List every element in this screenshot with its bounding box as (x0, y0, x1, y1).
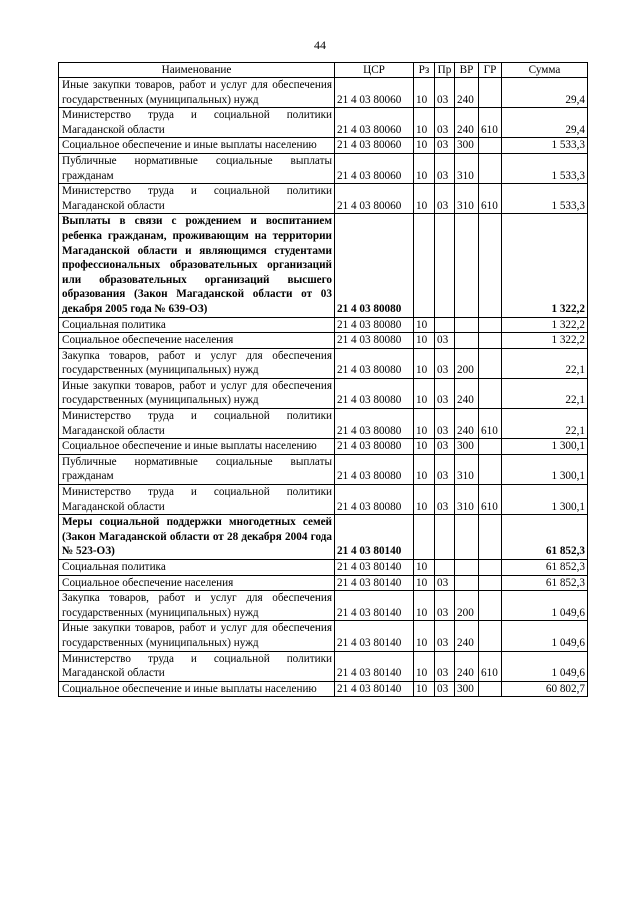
cell-csr: 21 4 03 80080 (335, 214, 414, 317)
table-row (59, 485, 588, 515)
table-row (59, 78, 588, 108)
cell-sum: 60 802,7 (502, 681, 588, 697)
cell-rz: 10 (414, 348, 435, 378)
table-row (59, 333, 588, 349)
cell-vr: 310 (455, 454, 479, 484)
cell-gr (479, 681, 502, 697)
cell-vr: 240 (455, 651, 479, 681)
cell-vr: 240 (455, 621, 479, 651)
cell-sum: 22,1 (502, 348, 588, 378)
cell-vr: 240 (455, 78, 479, 108)
cell-rz: 10 (414, 681, 435, 697)
cell-pr: 03 (435, 333, 455, 349)
cell-sum: 1 322,2 (502, 333, 588, 349)
cell-csr: 21 4 03 80060 (335, 184, 414, 214)
cell-rz (414, 214, 435, 317)
cell-name: Закупка товаров, работ и услуг для обеспечения государственных (муниципальных) нужд (59, 591, 335, 621)
table-header-row (59, 63, 588, 78)
cell-rz: 10 (414, 485, 435, 515)
header-csr: ЦСР (335, 63, 414, 78)
cell-vr: 310 (455, 485, 479, 515)
cell-sum: 1 049,6 (502, 621, 588, 651)
cell-csr: 21 4 03 80060 (335, 138, 414, 154)
cell-rz: 10 (414, 184, 435, 214)
cell-name: Министерство труда и социальной политики Магаданской области (59, 485, 335, 515)
table-row (59, 651, 588, 681)
cell-csr: 21 4 03 80080 (335, 485, 414, 515)
header-rz: Рз (414, 63, 435, 78)
cell-pr: 03 (435, 409, 455, 439)
table-row (59, 184, 588, 214)
cell-sum: 22,1 (502, 409, 588, 439)
cell-gr: 610 (479, 485, 502, 515)
cell-sum: 29,4 (502, 108, 588, 138)
cell-pr: 03 (435, 575, 455, 591)
cell-csr: 21 4 03 80140 (335, 591, 414, 621)
cell-rz: 10 (414, 138, 435, 154)
cell-vr (455, 317, 479, 333)
cell-name: Социальное обеспечение и иные выплаты населению (59, 681, 335, 697)
cell-rz: 10 (414, 317, 435, 333)
cell-rz: 10 (414, 409, 435, 439)
cell-pr: 03 (435, 485, 455, 515)
cell-csr: 21 4 03 80080 (335, 348, 414, 378)
header-vr: ВР (455, 63, 479, 78)
cell-name: Публичные нормативные социальные выплаты гражданам (59, 454, 335, 484)
header-gr: ГР (479, 63, 502, 78)
cell-rz: 10 (414, 108, 435, 138)
cell-vr: 300 (455, 681, 479, 697)
cell-name: Социальное обеспечение и иные выплаты населению (59, 138, 335, 154)
cell-pr: 03 (435, 108, 455, 138)
table-row (59, 317, 588, 333)
cell-csr: 21 4 03 80080 (335, 378, 414, 408)
cell-pr: 03 (435, 348, 455, 378)
cell-gr (479, 153, 502, 183)
cell-vr: 240 (455, 108, 479, 138)
cell-vr (455, 333, 479, 349)
table-row (59, 560, 588, 576)
cell-vr: 300 (455, 138, 479, 154)
cell-gr (479, 454, 502, 484)
cell-pr: 03 (435, 681, 455, 697)
table-row (59, 439, 588, 455)
cell-pr: 03 (435, 621, 455, 651)
header-pr: Пр (435, 63, 455, 78)
cell-rz: 10 (414, 575, 435, 591)
cell-sum: 1 300,1 (502, 439, 588, 455)
table-row (59, 348, 588, 378)
cell-name: Иные закупки товаров, работ и услуг для обеспечения государственных (муниципальных) нужд (59, 378, 335, 408)
cell-sum: 1 322,2 (502, 317, 588, 333)
cell-vr (455, 214, 479, 317)
cell-sum: 1 533,3 (502, 153, 588, 183)
cell-gr (479, 138, 502, 154)
cell-vr (455, 575, 479, 591)
cell-gr: 610 (479, 108, 502, 138)
cell-csr: 21 4 03 80060 (335, 108, 414, 138)
cell-rz: 10 (414, 621, 435, 651)
cell-name: Иные закупки товаров, работ и услуг для обеспечения государственных (муниципальных) нужд (59, 78, 335, 108)
cell-name: Социальная политика (59, 317, 335, 333)
cell-gr (479, 378, 502, 408)
cell-pr: 03 (435, 184, 455, 214)
cell-gr (479, 515, 502, 560)
cell-vr (455, 560, 479, 576)
cell-pr: 03 (435, 153, 455, 183)
cell-sum: 1 533,3 (502, 138, 588, 154)
cell-sum: 61 852,3 (502, 515, 588, 560)
cell-csr: 21 4 03 80140 (335, 515, 414, 560)
header-name: Наименование (59, 63, 335, 78)
cell-csr: 21 4 03 80140 (335, 651, 414, 681)
cell-name: Социальное обеспечение и иные выплаты населению (59, 439, 335, 455)
cell-sum: 1 049,6 (502, 591, 588, 621)
table-row (59, 591, 588, 621)
cell-name: Иные закупки товаров, работ и услуг для обеспечения государственных (муниципальных) нужд (59, 621, 335, 651)
cell-gr (479, 348, 502, 378)
page-number: 44 (314, 38, 326, 52)
cell-csr: 21 4 03 80140 (335, 621, 414, 651)
cell-rz: 10 (414, 591, 435, 621)
cell-gr (479, 317, 502, 333)
cell-csr: 21 4 03 80060 (335, 78, 414, 108)
cell-csr: 21 4 03 80080 (335, 409, 414, 439)
cell-sum: 22,1 (502, 378, 588, 408)
cell-sum: 29,4 (502, 78, 588, 108)
cell-name: Выплаты в связи с рождением и воспитанием ребенка гражданам, проживающим на территории Магаданской области и являющимся студентами профессиональных образовательных организаций или образовательных организаций высшего образования (Закон Магаданской области от 03 декабря 2005 года № 639-ОЗ) (59, 214, 335, 317)
cell-pr (435, 515, 455, 560)
table-row (59, 378, 588, 408)
cell-vr: 300 (455, 439, 479, 455)
cell-name: Меры социальной поддержки многодетных семей (Закон Магаданской области от 28 декабря 2004 года № 523-ОЗ) (59, 515, 335, 560)
cell-vr: 240 (455, 378, 479, 408)
cell-rz: 10 (414, 560, 435, 576)
cell-vr (455, 515, 479, 560)
table-row (59, 153, 588, 183)
cell-rz: 10 (414, 454, 435, 484)
cell-name: Министерство труда и социальной политики Магаданской области (59, 409, 335, 439)
cell-rz: 10 (414, 378, 435, 408)
cell-pr (435, 317, 455, 333)
cell-sum: 1 322,2 (502, 214, 588, 317)
cell-sum: 1 300,1 (502, 485, 588, 515)
cell-name: Министерство труда и социальной политики Магаданской области (59, 651, 335, 681)
cell-sum: 61 852,3 (502, 560, 588, 576)
cell-sum: 1 300,1 (502, 454, 588, 484)
cell-sum: 61 852,3 (502, 575, 588, 591)
cell-vr: 240 (455, 409, 479, 439)
cell-pr: 03 (435, 138, 455, 154)
cell-gr (479, 560, 502, 576)
cell-pr: 03 (435, 651, 455, 681)
cell-name: Социальное обеспечение населения (59, 333, 335, 349)
cell-vr: 310 (455, 184, 479, 214)
table-row (59, 409, 588, 439)
cell-name: Министерство труда и социальной политики Магаданской области (59, 184, 335, 214)
cell-pr: 03 (435, 591, 455, 621)
header-sum: Сумма (502, 63, 588, 78)
cell-gr (479, 78, 502, 108)
cell-csr: 21 4 03 80060 (335, 153, 414, 183)
cell-pr: 03 (435, 378, 455, 408)
cell-gr (479, 621, 502, 651)
cell-pr (435, 214, 455, 317)
table-row (59, 681, 588, 697)
cell-gr (479, 575, 502, 591)
table-row (59, 575, 588, 591)
cell-csr: 21 4 03 80140 (335, 681, 414, 697)
cell-pr: 03 (435, 78, 455, 108)
cell-gr: 610 (479, 184, 502, 214)
cell-gr (479, 214, 502, 317)
cell-name: Закупка товаров, работ и услуг для обеспечения государственных (муниципальных) нужд (59, 348, 335, 378)
cell-pr: 03 (435, 454, 455, 484)
cell-pr: 03 (435, 439, 455, 455)
cell-gr (479, 333, 502, 349)
cell-gr (479, 591, 502, 621)
cell-vr: 310 (455, 153, 479, 183)
cell-gr: 610 (479, 409, 502, 439)
cell-csr: 21 4 03 80080 (335, 317, 414, 333)
cell-vr: 200 (455, 348, 479, 378)
cell-gr: 610 (479, 651, 502, 681)
cell-rz (414, 515, 435, 560)
table-body (59, 78, 588, 697)
cell-gr (479, 439, 502, 455)
cell-rz: 10 (414, 651, 435, 681)
cell-name: Публичные нормативные социальные выплаты гражданам (59, 153, 335, 183)
budget-table (58, 62, 588, 697)
cell-pr (435, 560, 455, 576)
cell-vr: 200 (455, 591, 479, 621)
table-row (59, 108, 588, 138)
table-row (59, 214, 588, 317)
cell-csr: 21 4 03 80080 (335, 333, 414, 349)
cell-csr: 21 4 03 80140 (335, 575, 414, 591)
cell-sum: 1 533,3 (502, 184, 588, 214)
cell-rz: 10 (414, 439, 435, 455)
cell-name: Социальное обеспечение населения (59, 575, 335, 591)
table-row (59, 138, 588, 154)
table-row (59, 621, 588, 651)
cell-sum: 1 049,6 (502, 651, 588, 681)
table-row (59, 515, 588, 560)
cell-csr: 21 4 03 80140 (335, 560, 414, 576)
cell-csr: 21 4 03 80080 (335, 454, 414, 484)
cell-rz: 10 (414, 78, 435, 108)
table-row (59, 454, 588, 484)
cell-rz: 10 (414, 153, 435, 183)
cell-rz: 10 (414, 333, 435, 349)
cell-csr: 21 4 03 80080 (335, 439, 414, 455)
cell-name: Социальная политика (59, 560, 335, 576)
cell-name: Министерство труда и социальной политики Магаданской области (59, 108, 335, 138)
